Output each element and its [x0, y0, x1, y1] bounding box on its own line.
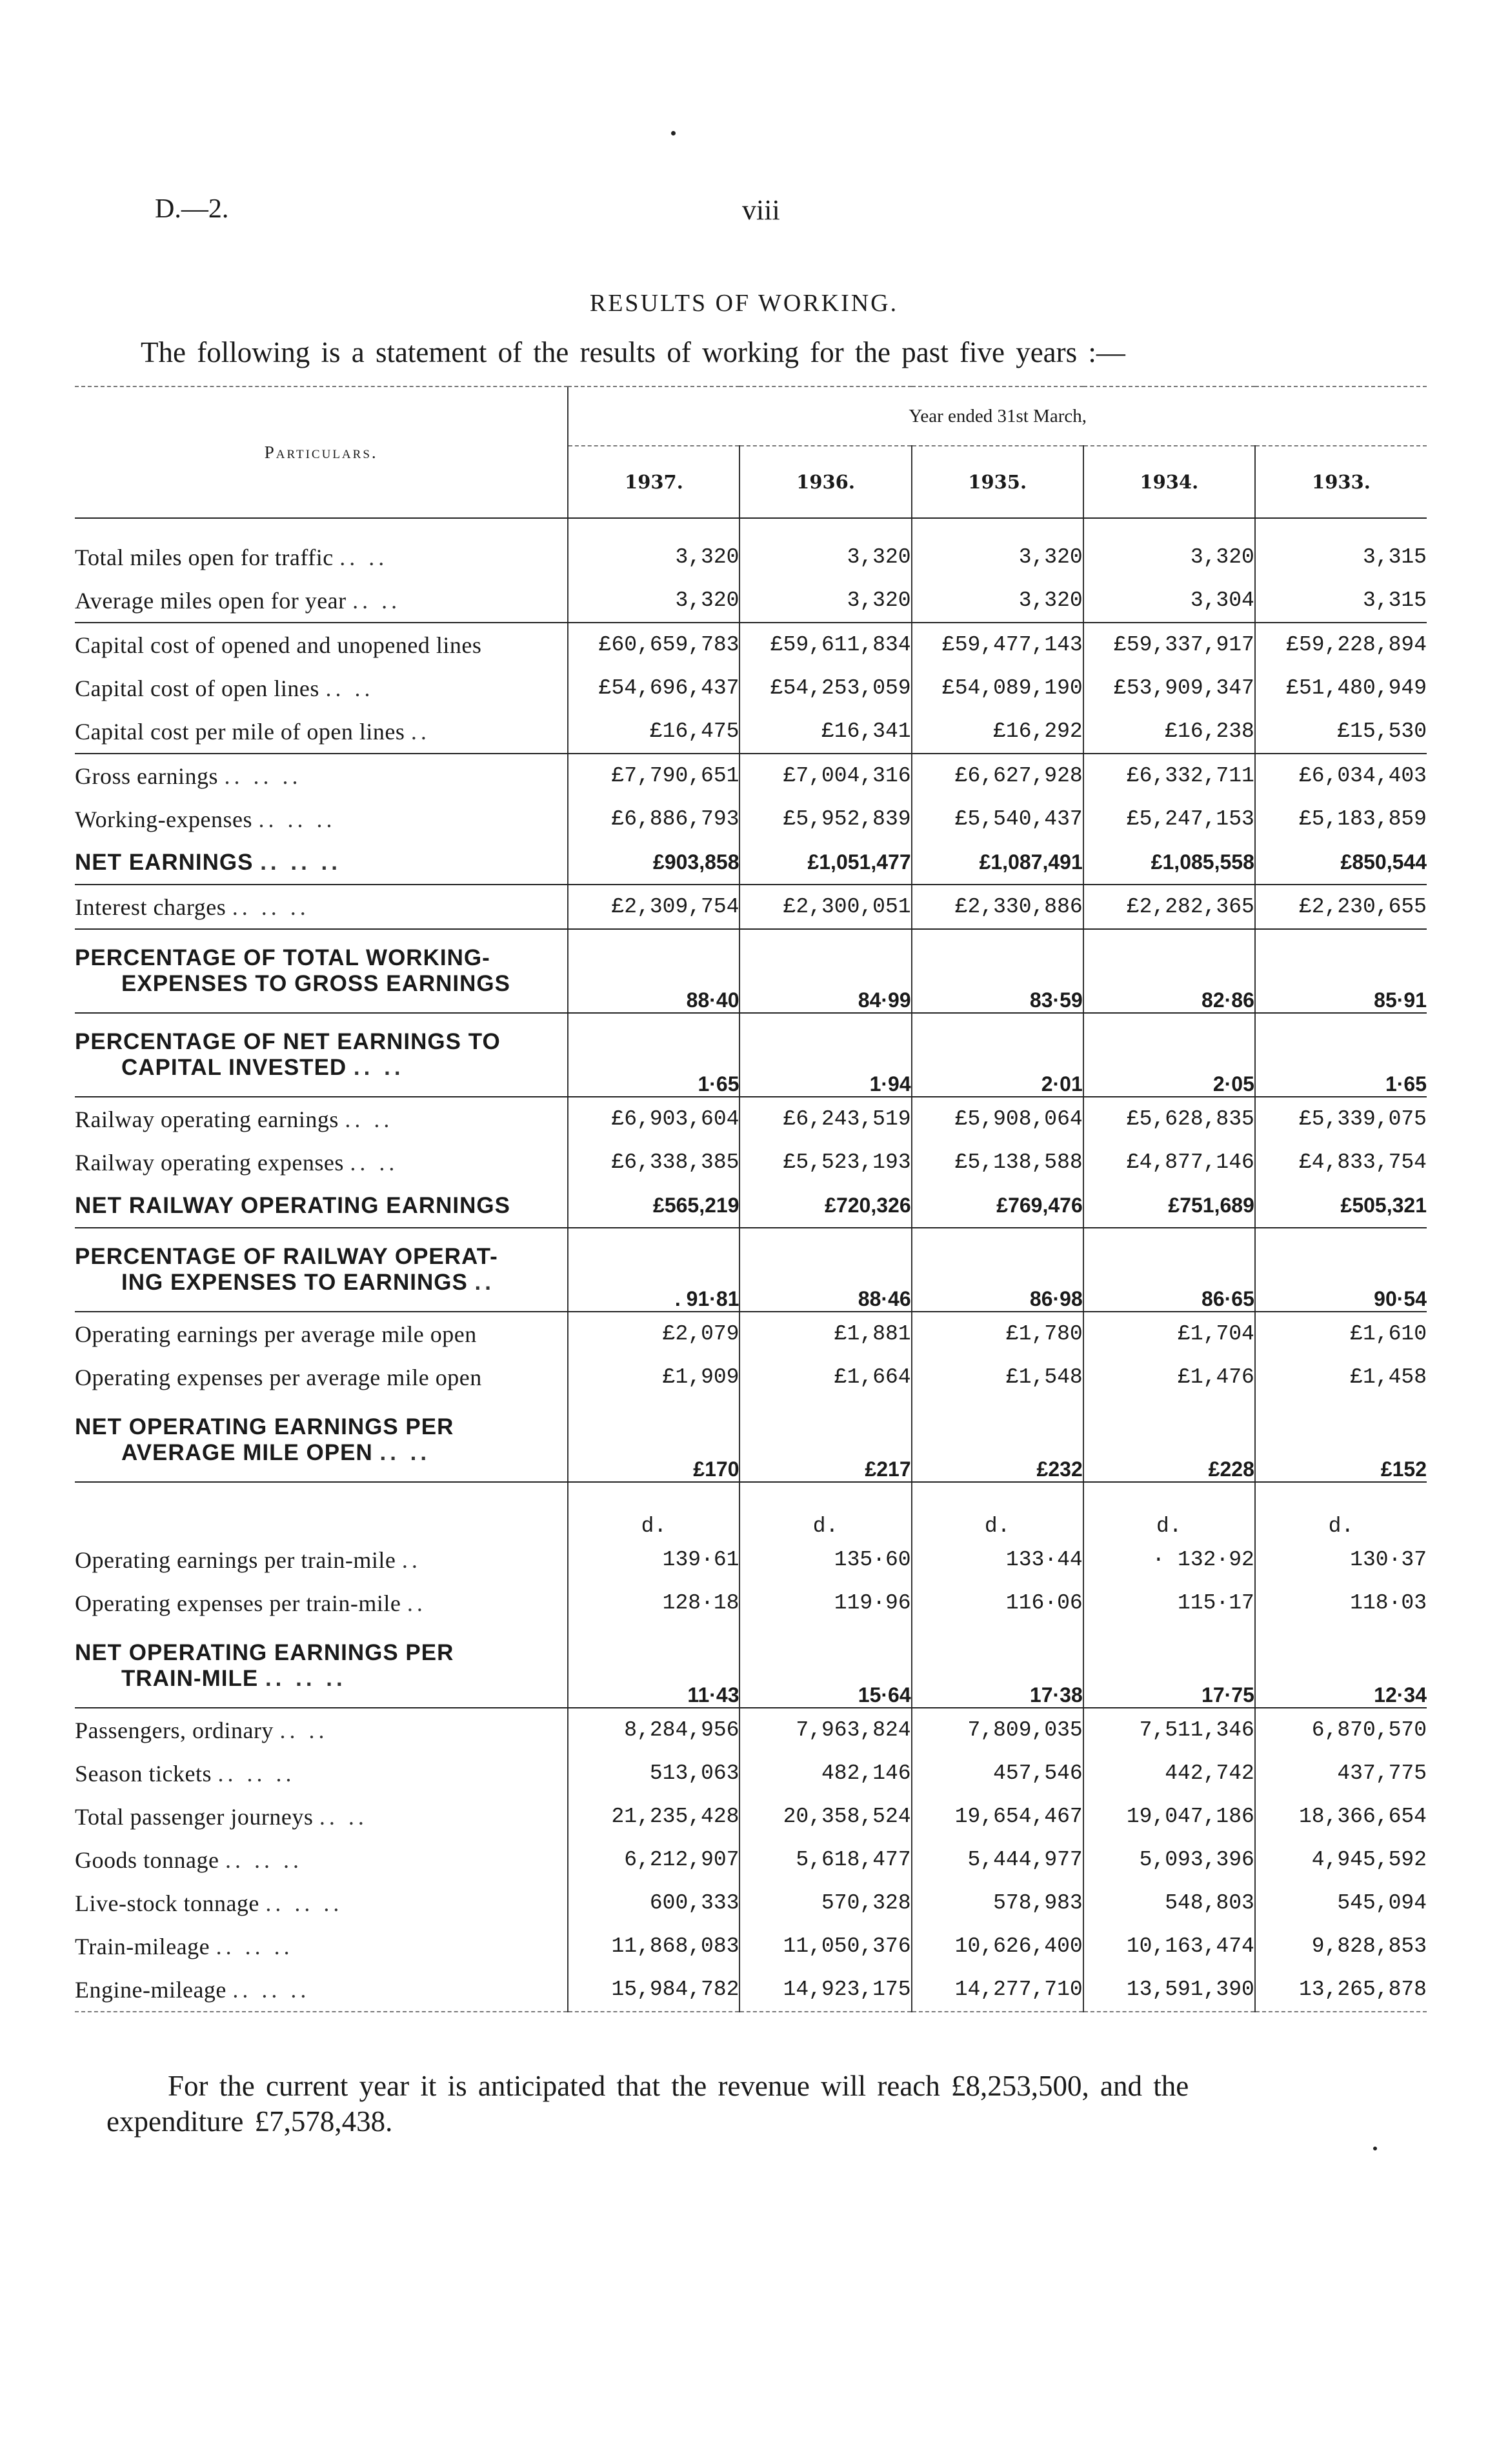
- value-cell: £751,689: [1083, 1184, 1255, 1228]
- value-cell: £6,338,385: [568, 1141, 739, 1184]
- dot-leaders: .. ..: [353, 1055, 405, 1080]
- print-speck: [671, 131, 676, 135]
- value-cell: 5,444,977: [912, 1838, 1083, 1881]
- dot-leaders: .. ..: [345, 1106, 394, 1132]
- year-heading: 1937.: [568, 446, 739, 518]
- value-cell: 88·40: [568, 929, 739, 1013]
- value-cell: £59,611,834: [739, 623, 911, 666]
- dot-leaders: .. .. ..: [258, 806, 336, 832]
- row-label: [75, 1399, 568, 1482]
- value-cell: £1,476: [1083, 1356, 1255, 1399]
- table-row: [75, 666, 1427, 710]
- value-cell: 17·38: [912, 1625, 1083, 1708]
- value-cell: 20,358,524: [739, 1795, 911, 1838]
- table-row: [75, 1482, 1427, 1538]
- page-number: viii: [742, 194, 780, 226]
- value-cell: £769,476: [912, 1184, 1083, 1228]
- value-cell: 14,277,710: [912, 1968, 1083, 2012]
- row-label-text: Total miles open for traffic: [75, 544, 334, 570]
- year-heading: 1933.: [1255, 446, 1427, 518]
- value-cell: 13,591,390: [1083, 1968, 1255, 2012]
- unit-cell: d.: [1255, 1482, 1427, 1538]
- value-cell: £217: [739, 1399, 911, 1482]
- row-label-text: Train-mileage: [75, 1933, 210, 1959]
- table-row: [75, 1356, 1427, 1399]
- row-label: [75, 754, 568, 797]
- dot-leaders: .. ..: [279, 1717, 328, 1743]
- value-cell: £505,321: [1255, 1184, 1427, 1228]
- value-cell: £5,628,835: [1083, 1097, 1255, 1141]
- row-label-text: PERCENTAGE OF NET EARNINGS TO: [75, 1029, 501, 1054]
- value-cell: 18,366,654: [1255, 1795, 1427, 1838]
- value-cell: 10,163,474: [1083, 1925, 1255, 1968]
- year-heading: 1936.: [739, 446, 911, 518]
- row-label: [75, 1228, 568, 1312]
- value-cell: £54,696,437: [568, 666, 739, 710]
- table-row: [75, 754, 1427, 797]
- value-cell: 7,963,824: [739, 1708, 911, 1752]
- row-label-text: Railway operating expenses: [75, 1149, 344, 1176]
- row-label: [75, 666, 568, 710]
- table-row: [75, 885, 1427, 929]
- value-cell: £16,341: [739, 710, 911, 754]
- value-cell: £16,292: [912, 710, 1083, 754]
- value-cell: £6,903,604: [568, 1097, 739, 1141]
- value-cell: £5,908,064: [912, 1097, 1083, 1141]
- year-ended-heading: Year ended 31st March,: [568, 387, 1427, 446]
- value-cell: £5,523,193: [739, 1141, 911, 1184]
- row-label-text: Total passenger journeys: [75, 1803, 314, 1830]
- row-label-continuation: EXPENSES TO GROSS EARNINGS: [121, 971, 510, 996]
- value-cell: £903,858: [568, 841, 739, 885]
- value-cell: £232: [912, 1399, 1083, 1482]
- table-row: [75, 1968, 1427, 2012]
- value-cell: 8,284,956: [568, 1708, 739, 1752]
- value-cell: 570,328: [739, 1881, 911, 1925]
- value-cell: 115·17: [1083, 1581, 1255, 1625]
- value-cell: £6,627,928: [912, 754, 1083, 797]
- table-row: [75, 1795, 1427, 1838]
- row-label: [75, 1795, 568, 1838]
- dot-leaders: .. .. ..: [265, 1666, 347, 1691]
- table-row: [75, 1312, 1427, 1356]
- value-cell: £7,004,316: [739, 754, 911, 797]
- value-cell: 3,320: [912, 536, 1083, 579]
- value-cell: £5,247,153: [1083, 797, 1255, 841]
- closing-line-2: expenditure £7,578,438.: [106, 2105, 393, 2138]
- table-row: [75, 1752, 1427, 1795]
- value-cell: 2·05: [1083, 1013, 1255, 1097]
- value-cell: 19,047,186: [1083, 1795, 1255, 1838]
- value-cell: 1·65: [568, 1013, 739, 1097]
- row-label: [75, 623, 568, 666]
- table-header-row: [75, 387, 1427, 446]
- row-label: [75, 929, 568, 1013]
- row-label: [75, 1482, 568, 1538]
- row-label: [75, 1752, 568, 1795]
- closing-line-1: For the current year it is anticipated that the revenue will reach £8,253,500, and the: [168, 2070, 1189, 2102]
- value-cell: 7,511,346: [1083, 1708, 1255, 1752]
- spacer-cell: [1255, 518, 1427, 536]
- value-cell: 15,984,782: [568, 1968, 739, 2012]
- unit-cell: d.: [568, 1482, 739, 1538]
- results-table: [75, 386, 1427, 2012]
- value-cell: 578,983: [912, 1881, 1083, 1925]
- table-row: [75, 1013, 1427, 1097]
- row-label-text: Operating expenses per average mile open: [75, 1364, 482, 1390]
- row-label: [75, 1625, 568, 1708]
- dot-leaders: .. ..: [319, 1803, 368, 1830]
- value-cell: 3,320: [1083, 536, 1255, 579]
- value-cell: 3,315: [1255, 536, 1427, 579]
- value-cell: 135·60: [739, 1538, 911, 1581]
- value-cell: 21,235,428: [568, 1795, 739, 1838]
- row-label-text: NET OPERATING EARNINGS PER: [75, 1414, 454, 1439]
- value-cell: £6,243,519: [739, 1097, 911, 1141]
- value-cell: 3,320: [739, 579, 911, 623]
- spacer-cell: [568, 518, 739, 536]
- value-cell: £2,330,886: [912, 885, 1083, 929]
- value-cell: 82·86: [1083, 929, 1255, 1013]
- spacer-cell: [739, 518, 911, 536]
- value-cell: 457,546: [912, 1752, 1083, 1795]
- value-cell: 116·06: [912, 1581, 1083, 1625]
- value-cell: £5,339,075: [1255, 1097, 1427, 1141]
- row-label-text: Operating earnings per train-mile: [75, 1547, 396, 1573]
- row-label-text: Capital cost of opened and unopened lines: [75, 632, 482, 658]
- value-cell: £59,228,894: [1255, 623, 1427, 666]
- row-label-text: Average miles open for year: [75, 587, 347, 614]
- value-cell: · 132·92: [1083, 1538, 1255, 1581]
- row-label-text: Gross earnings: [75, 763, 218, 789]
- page-title: RESULTS OF WORKING.: [589, 290, 899, 317]
- value-cell: £7,790,651: [568, 754, 739, 797]
- row-label-text: NET RAILWAY OPERATING EARNINGS: [75, 1192, 510, 1218]
- value-cell: 19,654,467: [912, 1795, 1083, 1838]
- row-label: [75, 1925, 568, 1968]
- value-cell: £4,833,754: [1255, 1141, 1427, 1184]
- value-cell: £2,079: [568, 1312, 739, 1356]
- value-cell: 86·65: [1083, 1228, 1255, 1312]
- value-cell: £59,337,917: [1083, 623, 1255, 666]
- value-cell: 11,868,083: [568, 1925, 739, 1968]
- dot-leaders: .. ..: [325, 675, 374, 701]
- value-cell: 119·96: [739, 1581, 911, 1625]
- value-cell: 4,945,592: [1255, 1838, 1427, 1881]
- value-cell: £1,909: [568, 1356, 739, 1399]
- value-cell: 7,809,035: [912, 1708, 1083, 1752]
- dot-leaders: .. .. ..: [260, 849, 341, 875]
- row-label-text: Goods tonnage: [75, 1847, 219, 1873]
- value-cell: 85·91: [1255, 929, 1427, 1013]
- row-label: [75, 1538, 568, 1581]
- value-cell: 88·46: [739, 1228, 911, 1312]
- value-cell: 15·64: [739, 1625, 911, 1708]
- table-row: [75, 1581, 1427, 1625]
- value-cell: 14,923,175: [739, 1968, 911, 2012]
- table-body: [75, 518, 1427, 2012]
- value-cell: £6,034,403: [1255, 754, 1427, 797]
- row-label-text: NET EARNINGS: [75, 849, 254, 875]
- table-row: [75, 1708, 1427, 1752]
- row-label: [75, 1881, 568, 1925]
- value-cell: 600,333: [568, 1881, 739, 1925]
- row-label: [75, 579, 568, 623]
- value-cell: £1,051,477: [739, 841, 911, 885]
- row-label-text: Capital cost of open lines: [75, 675, 319, 701]
- row-label-text: Operating earnings per average mile open: [75, 1321, 477, 1347]
- spacer-row: [75, 518, 1427, 536]
- value-cell: 128·18: [568, 1581, 739, 1625]
- value-cell: £16,475: [568, 710, 739, 754]
- value-cell: £1,780: [912, 1312, 1083, 1356]
- row-label: [75, 536, 568, 579]
- row-label-continuation: AVERAGE MILE OPEN: [121, 1440, 373, 1465]
- table-row: [75, 579, 1427, 623]
- value-cell: 83·59: [912, 929, 1083, 1013]
- value-cell: 3,320: [568, 579, 739, 623]
- table-row: [75, 841, 1427, 885]
- row-label-continuation: CAPITAL INVESTED: [121, 1055, 347, 1080]
- value-cell: 84·99: [739, 929, 911, 1013]
- value-cell: £1,610: [1255, 1312, 1427, 1356]
- value-cell: 2·01: [912, 1013, 1083, 1097]
- table-row: [75, 1838, 1427, 1881]
- value-cell: £6,886,793: [568, 797, 739, 841]
- dot-leaders: .. ..: [352, 587, 401, 614]
- value-cell: 513,063: [568, 1752, 739, 1795]
- value-cell: 118·03: [1255, 1581, 1427, 1625]
- value-cell: £5,138,588: [912, 1141, 1083, 1184]
- row-label-text: Operating expenses per train-mile: [75, 1590, 401, 1616]
- value-cell: £1,087,491: [912, 841, 1083, 885]
- value-cell: 5,093,396: [1083, 1838, 1255, 1881]
- table-row: [75, 1625, 1427, 1708]
- value-cell: 3,320: [912, 579, 1083, 623]
- value-cell: £54,089,190: [912, 666, 1083, 710]
- row-label: [75, 1581, 568, 1625]
- table-row: [75, 1184, 1427, 1228]
- value-cell: 10,626,400: [912, 1925, 1083, 1968]
- value-cell: £53,909,347: [1083, 666, 1255, 710]
- row-label-text: Engine-mileage: [75, 1976, 226, 2003]
- value-cell: £1,704: [1083, 1312, 1255, 1356]
- row-label: [75, 841, 568, 885]
- value-cell: £2,309,754: [568, 885, 739, 929]
- value-cell: 3,320: [568, 536, 739, 579]
- dot-leaders: .. .. ..: [265, 1890, 343, 1916]
- value-cell: 6,212,907: [568, 1838, 739, 1881]
- value-cell: £4,877,146: [1083, 1141, 1255, 1184]
- dot-leaders: .. .. ..: [224, 763, 302, 789]
- dot-leaders: .. .. ..: [232, 894, 310, 920]
- value-cell: 3,315: [1255, 579, 1427, 623]
- value-cell: £228: [1083, 1399, 1255, 1482]
- value-cell: 6,870,570: [1255, 1708, 1427, 1752]
- value-cell: £60,659,783: [568, 623, 739, 666]
- dot-leaders: .. .. ..: [216, 1933, 294, 1959]
- row-label: [75, 1708, 568, 1752]
- value-cell: £5,540,437: [912, 797, 1083, 841]
- year-heading: 1934.: [1083, 446, 1255, 518]
- dot-leaders: .. .. ..: [232, 1976, 310, 2003]
- row-label: [75, 1013, 568, 1097]
- table-row: [75, 1399, 1427, 1482]
- value-cell: £59,477,143: [912, 623, 1083, 666]
- value-cell: £1,548: [912, 1356, 1083, 1399]
- row-label: [75, 1097, 568, 1141]
- value-cell: £54,253,059: [739, 666, 911, 710]
- value-cell: 442,742: [1083, 1752, 1255, 1795]
- row-label-text: Capital cost per mile of open lines: [75, 718, 405, 745]
- value-cell: £565,219: [568, 1184, 739, 1228]
- value-cell: £51,480,949: [1255, 666, 1427, 710]
- table-row: [75, 1538, 1427, 1581]
- unit-cell: d.: [912, 1482, 1083, 1538]
- row-label-text: PERCENTAGE OF TOTAL WORKING-: [75, 945, 490, 970]
- row-label-text: Passengers, ordinary: [75, 1717, 274, 1743]
- value-cell: 5,618,477: [739, 1838, 911, 1881]
- value-cell: 17·75: [1083, 1625, 1255, 1708]
- value-cell: 482,146: [739, 1752, 911, 1795]
- value-cell: 11,050,376: [739, 1925, 911, 1968]
- value-cell: 11·43: [568, 1625, 739, 1708]
- value-cell: 548,803: [1083, 1881, 1255, 1925]
- row-label: [75, 1141, 568, 1184]
- unit-cell: d.: [739, 1482, 911, 1538]
- row-label: [75, 1184, 568, 1228]
- table-row: [75, 1228, 1427, 1312]
- value-cell: . 91·81: [568, 1228, 739, 1312]
- value-cell: £850,544: [1255, 841, 1427, 885]
- dot-leaders: .. ..: [339, 544, 388, 570]
- table-row: [75, 929, 1427, 1013]
- particulars-heading: Particulars.: [75, 387, 568, 518]
- unit-cell: d.: [1083, 1482, 1255, 1538]
- value-cell: 1·65: [1255, 1013, 1427, 1097]
- dot-leaders: .. .. ..: [225, 1847, 303, 1873]
- row-label: [75, 797, 568, 841]
- value-cell: £5,952,839: [739, 797, 911, 841]
- row-label-text: NET OPERATING EARNINGS PER: [75, 1640, 454, 1665]
- table-row: [75, 710, 1427, 754]
- row-label-text: Season tickets: [75, 1760, 212, 1787]
- value-cell: 437,775: [1255, 1752, 1427, 1795]
- document-code: D.—2.: [155, 194, 229, 224]
- row-label-text: PERCENTAGE OF RAILWAY OPERAT-: [75, 1244, 498, 1269]
- dot-leaders: .. .. ..: [217, 1760, 296, 1787]
- value-cell: £5,183,859: [1255, 797, 1427, 841]
- dot-leaders: ..: [474, 1270, 495, 1295]
- value-cell: £170: [568, 1399, 739, 1482]
- closing-paragraph: [106, 2068, 1410, 2139]
- dot-leaders: .. ..: [379, 1440, 431, 1465]
- value-cell: 9,828,853: [1255, 1925, 1427, 1968]
- value-cell: £2,282,365: [1083, 885, 1255, 929]
- table-row: [75, 536, 1427, 579]
- table-row: [75, 1097, 1427, 1141]
- row-label: [75, 1312, 568, 1356]
- value-cell: 133·44: [912, 1538, 1083, 1581]
- spacer-cell: [1083, 518, 1255, 536]
- value-cell: 1·94: [739, 1013, 911, 1097]
- value-cell: 90·54: [1255, 1228, 1427, 1312]
- table-row: [75, 1925, 1427, 1968]
- value-cell: £1,458: [1255, 1356, 1427, 1399]
- row-label-text: Interest charges: [75, 894, 226, 920]
- row-label-text: Live-stock tonnage: [75, 1890, 259, 1916]
- value-cell: 545,094: [1255, 1881, 1427, 1925]
- row-label-continuation: ING EXPENSES TO EARNINGS: [121, 1270, 468, 1295]
- value-cell: £1,664: [739, 1356, 911, 1399]
- dot-leaders: .. ..: [350, 1149, 399, 1176]
- value-cell: £152: [1255, 1399, 1427, 1482]
- value-cell: £720,326: [739, 1184, 911, 1228]
- value-cell: £1,085,558: [1083, 841, 1255, 885]
- spacer-cell: [75, 518, 568, 536]
- value-cell: 3,320: [739, 536, 911, 579]
- row-label-continuation: TRAIN-MILE: [121, 1666, 259, 1691]
- value-cell: 86·98: [912, 1228, 1083, 1312]
- table-row: [75, 797, 1427, 841]
- print-speck: [1373, 2147, 1377, 2150]
- dot-leaders: ..: [401, 1547, 421, 1573]
- value-cell: 13,265,878: [1255, 1968, 1427, 2012]
- table-row: [75, 1881, 1427, 1925]
- year-heading: 1935.: [912, 446, 1083, 518]
- value-cell: 3,304: [1083, 579, 1255, 623]
- value-cell: 139·61: [568, 1538, 739, 1581]
- row-label-text: Railway operating earnings: [75, 1106, 339, 1132]
- row-label-text: Working-expenses: [75, 806, 253, 832]
- value-cell: £2,300,051: [739, 885, 911, 929]
- table-row: [75, 1141, 1427, 1184]
- value-cell: £6,332,711: [1083, 754, 1255, 797]
- row-label: [75, 1838, 568, 1881]
- table-row: [75, 623, 1427, 666]
- row-label: [75, 1968, 568, 2012]
- row-label: [75, 1356, 568, 1399]
- dot-leaders: ..: [407, 1590, 427, 1616]
- row-label: [75, 885, 568, 929]
- intro-text: The following is a statement of the results of working for the past five years :—: [141, 336, 1125, 368]
- value-cell: £16,238: [1083, 710, 1255, 754]
- value-cell: £15,530: [1255, 710, 1427, 754]
- value-cell: 130·37: [1255, 1538, 1427, 1581]
- value-cell: 12·34: [1255, 1625, 1427, 1708]
- row-label: [75, 710, 568, 754]
- value-cell: £1,881: [739, 1312, 911, 1356]
- dot-leaders: ..: [410, 718, 430, 745]
- value-cell: £2,230,655: [1255, 885, 1427, 929]
- spacer-cell: [912, 518, 1083, 536]
